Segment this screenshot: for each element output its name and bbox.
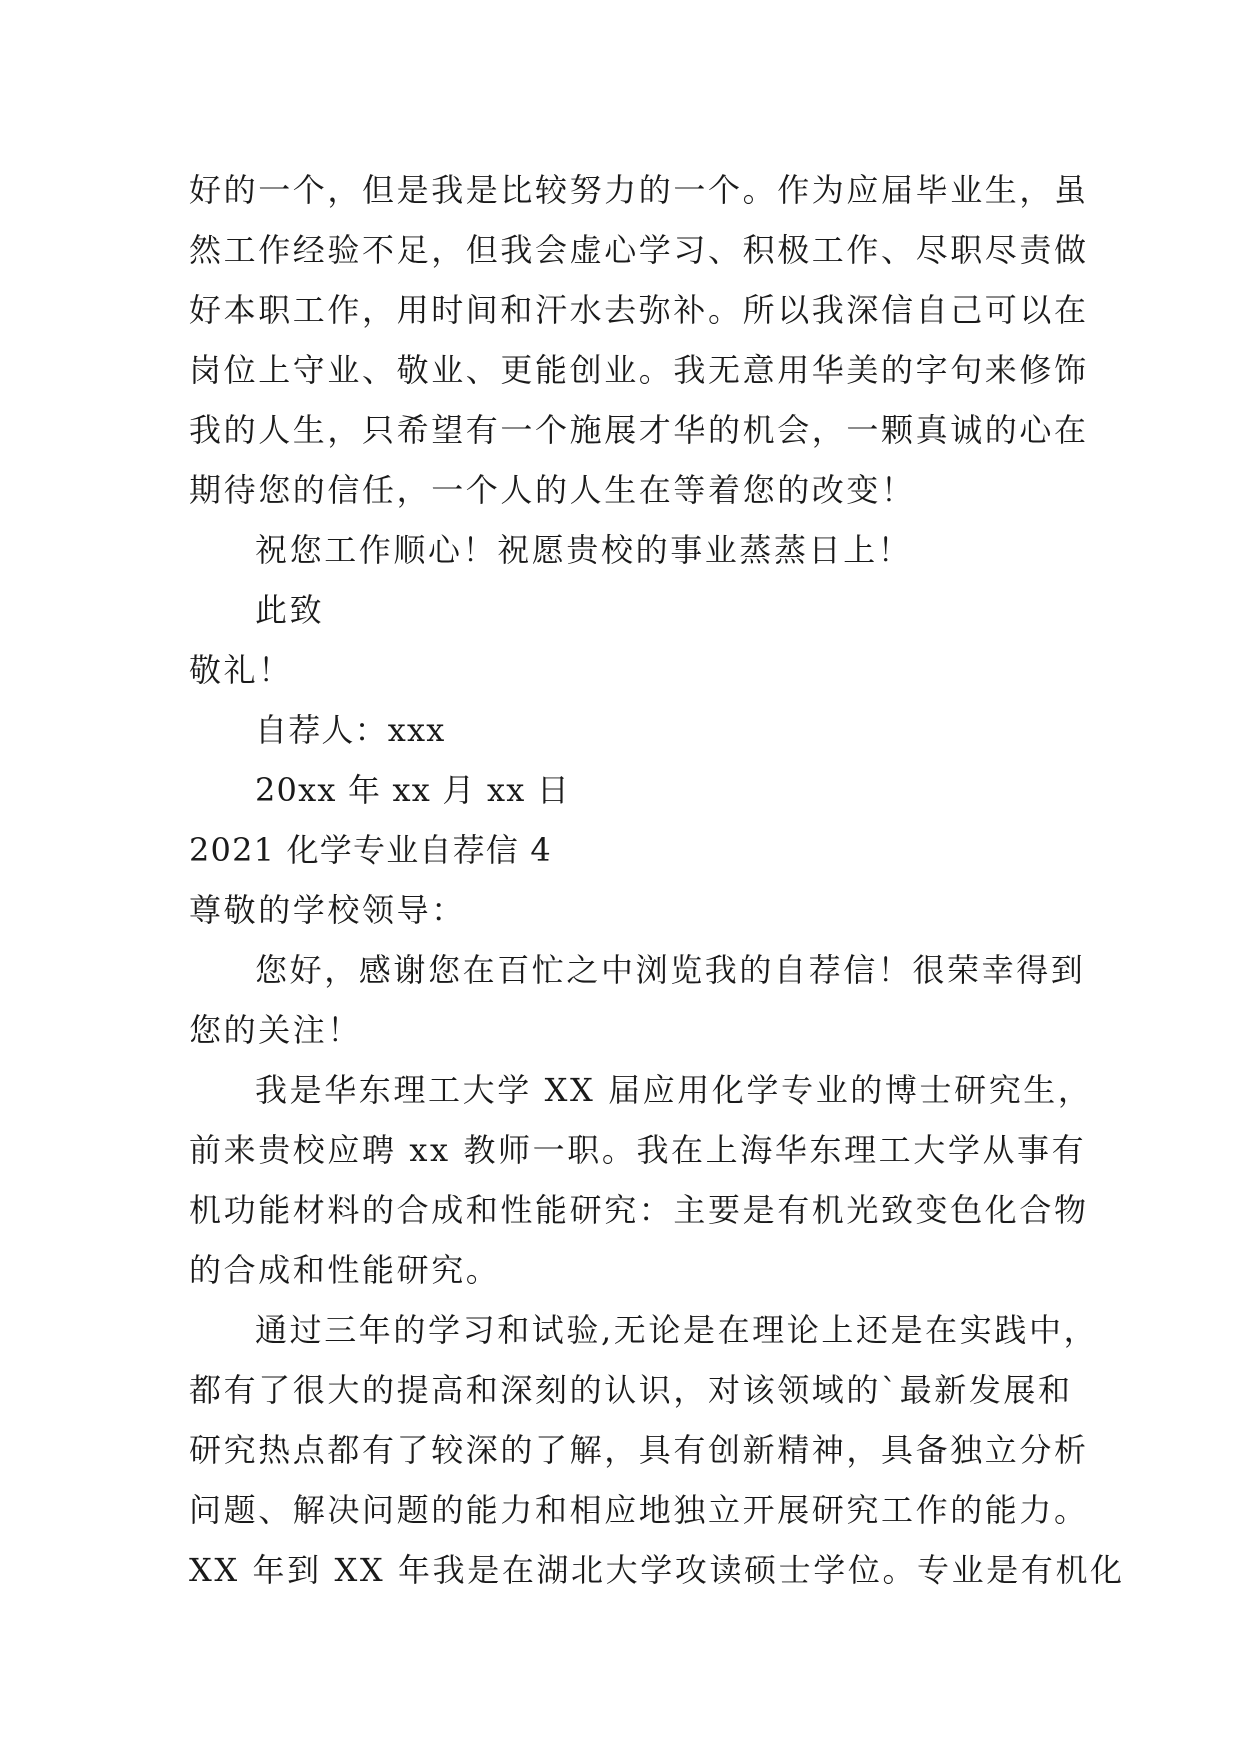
paragraph-line: 通过三年的学习和试验,无论是在理论上还是在实践中， xyxy=(255,1311,1099,1349)
paragraph-line: 好本职工作，用时间和汗水去弥补。所以我深信自己可以在 xyxy=(189,291,1089,329)
paragraph-line: 问题、解决问题的能力和相应地独立开展研究工作的能力。 xyxy=(189,1491,1089,1529)
signature: 自荐人：xxx xyxy=(255,711,446,749)
paragraph-line: 机功能材料的合成和性能研究：主要是有机光致变色化合物 xyxy=(189,1191,1089,1229)
paragraph-line: 都有了很大的提高和深刻的认识，对该领域的`最新发展和 xyxy=(189,1371,1073,1409)
paragraph-line: 然工作经验不足，但我会虚心学习、积极工作、尽职尽责做 xyxy=(189,231,1089,269)
paragraph-line: 研究热点都有了较深的了解，具有创新精神，具备独立分析 xyxy=(189,1431,1089,1469)
paragraph-line: XX 年到 XX 年我是在湖北大学攻读硕士学位。专业是有机化 xyxy=(189,1551,1125,1589)
paragraph-line: 前来贵校应聘 xx 教师一职。我在上海华东理工大学从事有 xyxy=(189,1131,1087,1169)
date: 20xx 年 xx 月 xx 日 xyxy=(255,771,571,809)
closing-salutation: 此致 xyxy=(255,591,325,629)
paragraph-line: 我的人生，只希望有一个施展才华的机会，一颗真诚的心在 xyxy=(189,411,1089,449)
section-title: 2021 化学专业自荐信 4 xyxy=(189,831,552,869)
paragraph-line: 好的一个，但是我是比较努力的一个。作为应届毕业生，虽 xyxy=(189,171,1089,209)
paragraph-line: 您的关注！ xyxy=(189,1011,363,1049)
closing-wish: 祝您工作顺心！祝愿贵校的事业蒸蒸日上！ xyxy=(255,531,913,569)
closing-respect: 敬礼！ xyxy=(189,651,293,689)
greeting: 尊敬的学校领导： xyxy=(189,891,466,929)
letter-text xyxy=(189,160,1125,1600)
paragraph-line: 期待您的信任，一个人的人生在等着您的改变！ xyxy=(189,471,916,509)
paragraph-line: 您好，感谢您在百忙之中浏览我的自荐信！很荣幸得到 xyxy=(255,951,1086,989)
paragraph-line: 我是华东理工大学 XX 届应用化学专业的博士研究生， xyxy=(255,1071,1093,1109)
paragraph-line: 岗位上守业、敬业、更能创业。我无意用华美的字句来修饰 xyxy=(189,351,1089,389)
paragraph-line: 的合成和性能研究。 xyxy=(189,1251,501,1289)
